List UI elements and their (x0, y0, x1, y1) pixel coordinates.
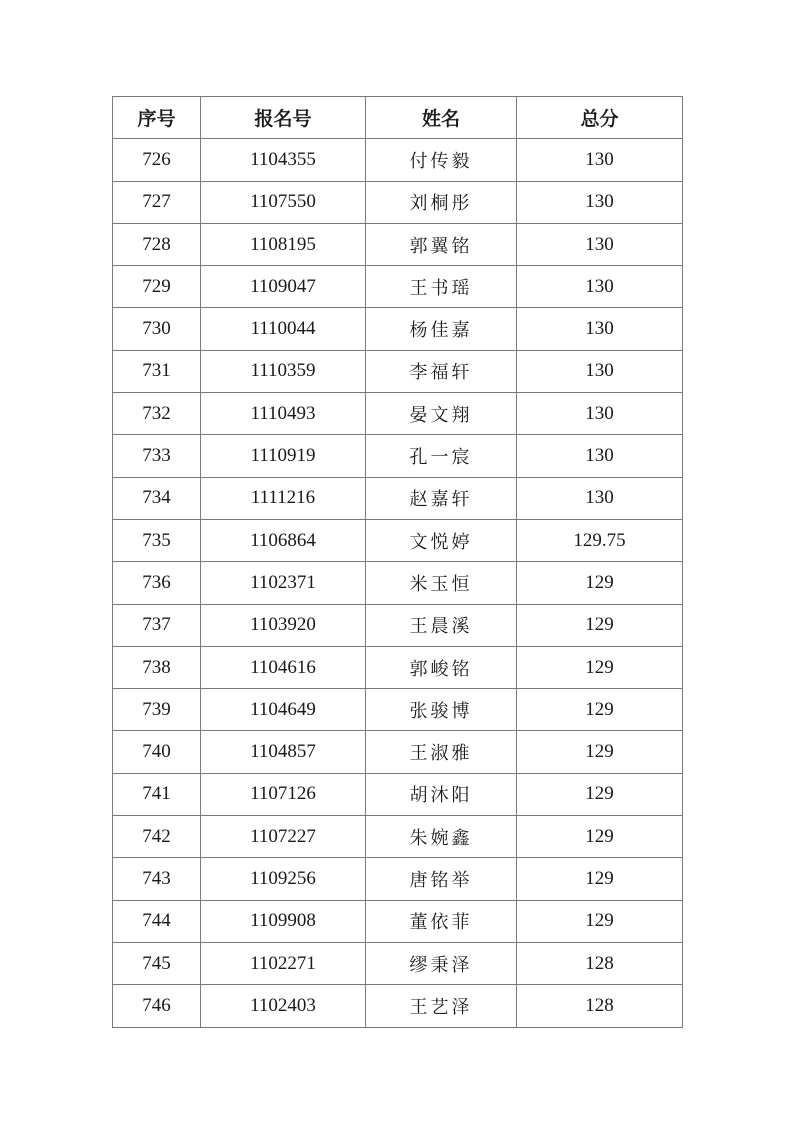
cell-score: 130 (517, 435, 683, 477)
table-row (113, 393, 683, 435)
cell-score: 129 (517, 858, 683, 900)
cell-seq: 728 (113, 223, 201, 265)
cell-name: 杨佳嘉 (366, 308, 517, 350)
table-row (113, 266, 683, 308)
cell-seq: 737 (113, 604, 201, 646)
table-row (113, 519, 683, 561)
cell-seq: 739 (113, 689, 201, 731)
cell-seq: 740 (113, 731, 201, 773)
cell-name: 李福轩 (366, 350, 517, 392)
cell-seq: 744 (113, 900, 201, 942)
cell-name: 董依菲 (366, 900, 517, 942)
cell-score: 130 (517, 393, 683, 435)
cell-reg-no: 1104649 (201, 689, 366, 731)
cell-score: 130 (517, 139, 683, 181)
cell-score: 130 (517, 223, 683, 265)
cell-name: 郭峻铭 (366, 646, 517, 688)
cell-seq: 745 (113, 942, 201, 984)
cell-reg-no: 1102371 (201, 562, 366, 604)
table-row (113, 139, 683, 181)
cell-reg-no: 1110493 (201, 393, 366, 435)
cell-reg-no: 1107227 (201, 816, 366, 858)
cell-reg-no: 1109047 (201, 266, 366, 308)
cell-name: 文悦婷 (366, 519, 517, 561)
cell-name: 王书瑶 (366, 266, 517, 308)
cell-reg-no: 1110044 (201, 308, 366, 350)
cell-reg-no: 1104355 (201, 139, 366, 181)
table-row (113, 900, 683, 942)
cell-score: 129 (517, 900, 683, 942)
cell-seq: 732 (113, 393, 201, 435)
header-seq: 序号 (113, 97, 201, 139)
cell-seq: 743 (113, 858, 201, 900)
table-row (113, 689, 683, 731)
cell-score: 129 (517, 562, 683, 604)
cell-score: 129 (517, 816, 683, 858)
table-row (113, 435, 683, 477)
cell-seq: 741 (113, 773, 201, 815)
cell-score: 129 (517, 604, 683, 646)
header-reg-no: 报名号 (201, 97, 366, 139)
cell-score: 129 (517, 689, 683, 731)
table-row (113, 985, 683, 1027)
table-row (113, 731, 683, 773)
cell-reg-no: 1111216 (201, 477, 366, 519)
cell-reg-no: 1103920 (201, 604, 366, 646)
table-row (113, 604, 683, 646)
cell-seq: 734 (113, 477, 201, 519)
cell-name: 郭翼铭 (366, 223, 517, 265)
cell-reg-no: 1106864 (201, 519, 366, 561)
table-row (113, 308, 683, 350)
cell-name: 缪秉泽 (366, 942, 517, 984)
cell-seq: 742 (113, 816, 201, 858)
cell-reg-no: 1107126 (201, 773, 366, 815)
cell-score: 129.75 (517, 519, 683, 561)
cell-reg-no: 1107550 (201, 181, 366, 223)
table-header-row (113, 97, 683, 139)
cell-seq: 730 (113, 308, 201, 350)
cell-seq: 746 (113, 985, 201, 1027)
cell-name: 朱婉鑫 (366, 816, 517, 858)
header-name: 姓名 (366, 97, 517, 139)
cell-seq: 729 (113, 266, 201, 308)
cell-name: 王淑雅 (366, 731, 517, 773)
table-row (113, 816, 683, 858)
cell-score: 129 (517, 731, 683, 773)
cell-score: 130 (517, 477, 683, 519)
cell-name: 刘桐彤 (366, 181, 517, 223)
table-row (113, 477, 683, 519)
cell-name: 张骏博 (366, 689, 517, 731)
cell-seq: 736 (113, 562, 201, 604)
cell-seq: 731 (113, 350, 201, 392)
cell-reg-no: 1104616 (201, 646, 366, 688)
cell-name: 胡沐阳 (366, 773, 517, 815)
cell-name: 王艺泽 (366, 985, 517, 1027)
cell-score: 130 (517, 266, 683, 308)
cell-reg-no: 1110359 (201, 350, 366, 392)
cell-score: 129 (517, 646, 683, 688)
cell-name: 晏文翔 (366, 393, 517, 435)
cell-name: 王晨溪 (366, 604, 517, 646)
cell-seq: 733 (113, 435, 201, 477)
cell-seq: 735 (113, 519, 201, 561)
cell-reg-no: 1110919 (201, 435, 366, 477)
cell-seq: 726 (113, 139, 201, 181)
cell-score: 129 (517, 773, 683, 815)
cell-seq: 738 (113, 646, 201, 688)
table-row (113, 350, 683, 392)
cell-name: 赵嘉轩 (366, 477, 517, 519)
cell-reg-no: 1102403 (201, 985, 366, 1027)
table-row (113, 181, 683, 223)
cell-name: 唐铭举 (366, 858, 517, 900)
table-row (113, 942, 683, 984)
cell-score: 130 (517, 350, 683, 392)
table-row (113, 773, 683, 815)
cell-score: 130 (517, 308, 683, 350)
cell-name: 付传毅 (366, 139, 517, 181)
cell-score: 130 (517, 181, 683, 223)
cell-reg-no: 1109256 (201, 858, 366, 900)
cell-reg-no: 1102271 (201, 942, 366, 984)
header-score: 总分 (517, 97, 683, 139)
cell-score: 128 (517, 985, 683, 1027)
cell-score: 128 (517, 942, 683, 984)
cell-name: 米玉恒 (366, 562, 517, 604)
table-row (113, 858, 683, 900)
cell-name: 孔一宸 (366, 435, 517, 477)
cell-reg-no: 1108195 (201, 223, 366, 265)
table-row (113, 223, 683, 265)
cell-reg-no: 1104857 (201, 731, 366, 773)
score-table (112, 96, 683, 1028)
cell-reg-no: 1109908 (201, 900, 366, 942)
table-row (113, 562, 683, 604)
table-row (113, 646, 683, 688)
cell-seq: 727 (113, 181, 201, 223)
